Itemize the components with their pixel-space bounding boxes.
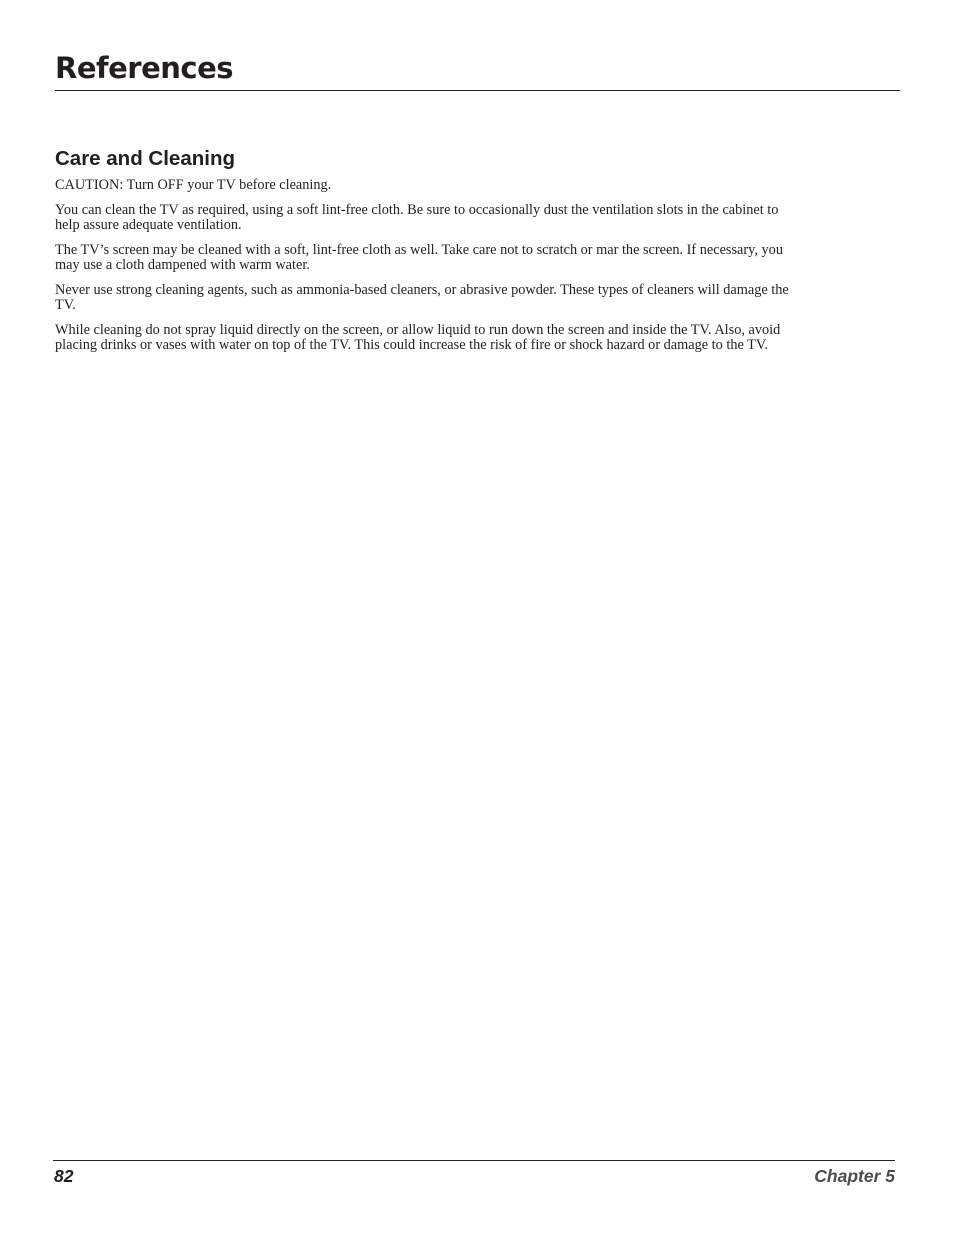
- page-title: References: [55, 51, 234, 85]
- section-heading: Care and Cleaning: [55, 147, 235, 170]
- page-footer: [53, 1160, 895, 1189]
- page-number: 82: [54, 1166, 74, 1186]
- liquid-warning-paragraph: While cleaning do not spray liquid directly on the screen, or allow liquid to run down the screen and inside the TV. Also, avoid placing drinks or vases with water on top of the TV. This could increase the risk of fire or shock hazard or damage to the TV.: [55, 321, 781, 353]
- page-header: [55, 48, 900, 91]
- screen-cleaning-paragraph: The TV’s screen may be cleaned with a soft, lint-free cloth as well. Take care not to scratch or mar the screen. If necessary, you may use a cloth dampened with warm water.: [55, 241, 783, 273]
- chapter-label: Chapter 5: [814, 1166, 895, 1186]
- cabinet-cleaning-paragraph: You can clean the TV as required, using a soft lint-free cloth. Be sure to occasionally dust the ventilation slots in the cabinet to help assure adequate ventilation.: [55, 201, 779, 233]
- cleaning-agents-paragraph: Never use strong cleaning agents, such as ammonia-based cleaners, or abrasive powder. These types of cleaners will damage the TV.: [55, 281, 789, 313]
- caution-paragraph: CAUTION: Turn OFF your TV before cleaning.: [55, 177, 332, 193]
- care-and-cleaning-section: [55, 146, 805, 363]
